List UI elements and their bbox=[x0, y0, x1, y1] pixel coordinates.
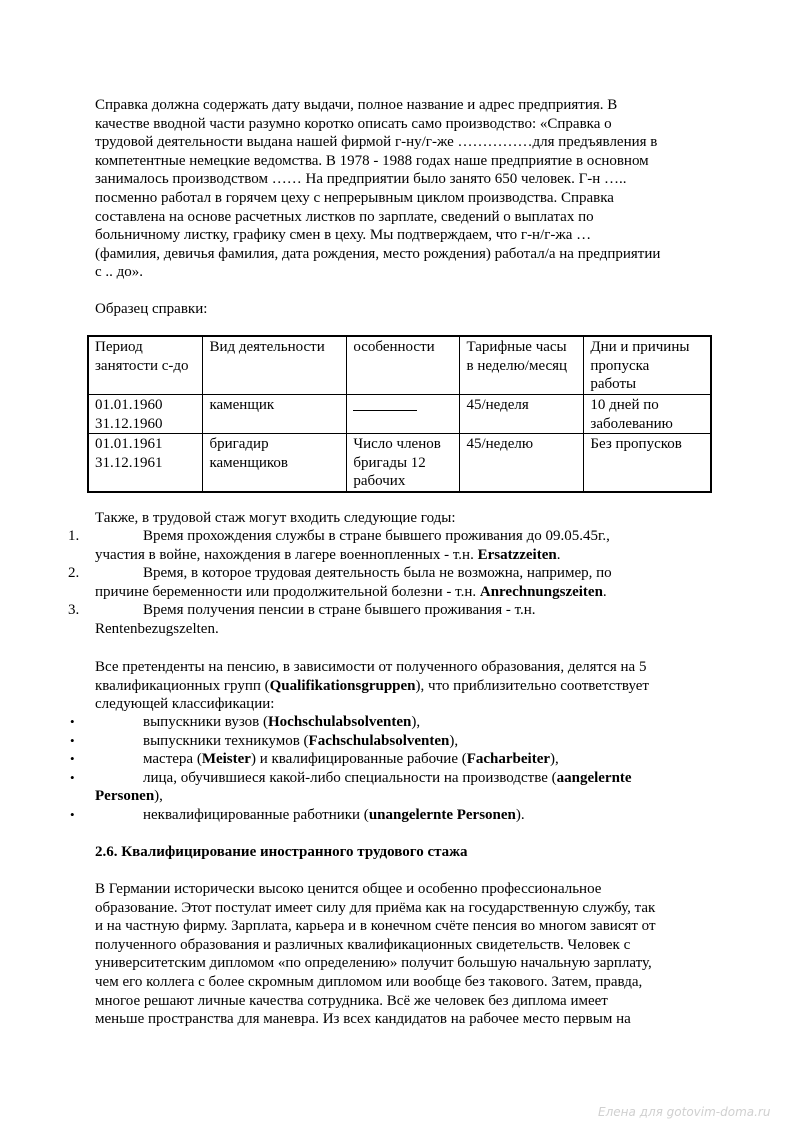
text-line: чем его коллега с более скромным дипломом или вообще без такового. Затем, правда, bbox=[95, 973, 643, 990]
text-line: В Германии исторически высоко ценится общее и особенно профессиональное bbox=[95, 881, 602, 897]
text-line: Справка должна содержать дату выдачи, полное название и адрес предприятия. В bbox=[95, 97, 618, 113]
bullet-icon: • bbox=[70, 769, 75, 785]
table-row bbox=[88, 395, 711, 434]
text-line: образование. Этот постулат имеет силу для приёма как на государственную службу, так bbox=[95, 899, 656, 916]
cell-period: 01.01.1960 31.12.1960 bbox=[88, 395, 203, 434]
bullet-icon: • bbox=[70, 751, 75, 767]
header-period: Период занятости с-до bbox=[88, 336, 203, 395]
cell-features bbox=[347, 395, 460, 434]
cell-features: Число членов бригады 12 рабочих bbox=[347, 434, 460, 492]
cell-hours: 45/неделю bbox=[460, 434, 584, 492]
numbered-list bbox=[0, 527, 710, 639]
text-line: занималось производством …… На предприятии было занято 650 человек. Г-н ….. bbox=[95, 171, 627, 188]
table-header-row bbox=[88, 336, 711, 395]
text-line: качестве вводной части разумно коротко описать само производство: «Справка о bbox=[95, 115, 612, 132]
text-line: трудовой деятельности выдана нашей фирмой г-ну/г-же ……………для предъявления в bbox=[95, 134, 658, 151]
section-heading: 2.6. Квалифицирование иностранного трудового стажа bbox=[95, 844, 468, 860]
intro-paragraph bbox=[95, 96, 710, 282]
list-item: • выпускники вузов (Hochschulabsolventen), bbox=[70, 714, 421, 730]
cell-activity: каменщик bbox=[203, 395, 347, 434]
list-item: 1. Время прохождения службы в стране бывшего проживания до 09.05.45г., участия в войне, нахождения в лагере военнопленных - т.н. Ersatzzeiten. bbox=[68, 528, 610, 563]
sample-caption: Образец справки: bbox=[95, 301, 208, 317]
blank-dash bbox=[353, 396, 417, 411]
text-line: компетентные немецкие ведомства. В 1978 - 1988 годах наше предприятие в основном bbox=[95, 152, 649, 169]
text-line: составлена на основе расчетных листков по зарплате, сведений о выплатах по bbox=[95, 208, 594, 225]
list-item: • лица, обучившиеся какой-либо специальности на производстве (aangelernte Personen), bbox=[70, 769, 632, 805]
text-line: (фамилия, девичья фамилия, дата рождения, место рождения) работал/а на предприятии bbox=[95, 245, 661, 262]
cell-activity: бригадир каменщиков bbox=[203, 434, 347, 492]
list-number: 3. bbox=[68, 602, 80, 619]
header-activity: Вид деятельности bbox=[203, 336, 347, 395]
header-hours: Тарифные часы в неделю/месяц bbox=[460, 336, 584, 395]
list-item: 2. Время, в которое трудовая деятельность была не возможна, например, по причине беременности или продолжительной болезни - т.н. Anrechnungszeiten. bbox=[68, 565, 612, 600]
groups-paragraph: Все претенденты на пенсию, в зависимости от полученного образования, делятся на 5 квалификационных групп (Qualifikationsgruppen), что приблизительно соответствует следующей классификации: bbox=[95, 659, 649, 713]
text-line: с .. до». bbox=[95, 264, 144, 281]
text-line: больничному листку, графику смен в цеху. Мы подтверждаем, что г-н/г-жа … bbox=[95, 227, 592, 244]
header-absence: Дни и причины пропуска работы bbox=[584, 336, 711, 395]
bullet-list bbox=[0, 713, 710, 825]
text-line: полученного образования и различных квалификационных свидетельств. Человек с bbox=[95, 936, 631, 953]
bullet-icon: • bbox=[70, 732, 75, 748]
also-paragraph: Также, в трудовой стаж могут входить следующие годы: bbox=[95, 510, 456, 526]
text-line: и на частную фирму. Зарплата, карьера и в конечном счёте пенсия во многом зависят от bbox=[95, 918, 656, 935]
list-item: 3. Время получения пенсии в стране бывшего проживания - т.н. Rentenbezugszelten. bbox=[68, 602, 536, 637]
germany-paragraph bbox=[95, 880, 710, 1029]
cell-period: 01.01.1961 31.12.1961 bbox=[88, 434, 203, 492]
list-item: • неквалифицированные работники (unangelernte Personen). bbox=[70, 806, 525, 823]
text-line: университетским дипломом «по определению» получит большую начальную зарплату, bbox=[95, 955, 652, 972]
header-features: особенности bbox=[347, 336, 460, 395]
bullet-icon: • bbox=[70, 714, 75, 729]
table-row bbox=[88, 434, 711, 492]
text-line: посменно работал в горячем цеху с непрерывным циклом производства. Справка bbox=[95, 189, 614, 206]
list-number: 1. bbox=[68, 528, 80, 544]
bullet-icon: • bbox=[70, 806, 75, 822]
cell-hours: 45/неделя bbox=[460, 395, 584, 434]
cell-absence: Без пропусков bbox=[584, 434, 711, 492]
text-line: меньше пространства для маневра. Из всех кандидатов на рабочее место первым на bbox=[95, 1011, 631, 1028]
sample-certificate-table bbox=[87, 335, 712, 493]
watermark: Елена для gotovim-doma.ru bbox=[598, 1105, 771, 1119]
list-number: 2. bbox=[68, 565, 80, 582]
list-item: • выпускники техникумов (Fachschulabsolventen), bbox=[70, 732, 459, 749]
cell-absence: 10 дней по заболеванию bbox=[584, 395, 711, 434]
list-item: • мастера (Meister) и квалифицированные рабочие (Facharbeiter), bbox=[70, 751, 559, 768]
text-line: многое решают личные качества сотрудника. Всё же человек без диплома имеет bbox=[95, 992, 608, 1009]
